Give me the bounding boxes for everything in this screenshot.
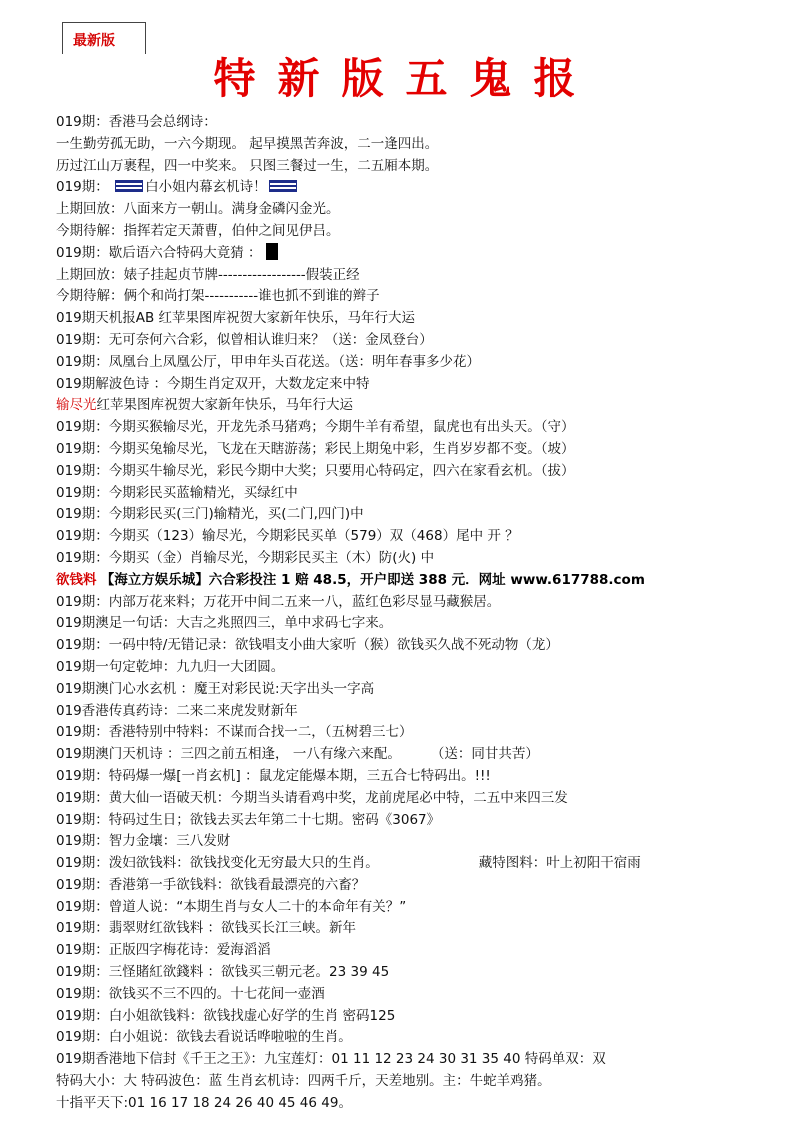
text-line-note: 藏特图料：叶上初阳干宿雨: [478, 855, 641, 872]
text-line: 019期：香港马会总纲诗：: [56, 114, 217, 130]
text-line-body: 019期：泼妇欲钱料：欲钱找变化无穷最大只的生肖。: [56, 855, 379, 872]
text-line: 上期回放：婊子挂起贞节牌------------------假装正经: [56, 266, 360, 283]
text-line: 019期：内部万花来料；万花开中间二五来一八，蓝红色彩尽显马藏猴居。: [56, 593, 501, 610]
text-line-body: 019期澳门天机诗 ：三四之前五相逢， 一八有缘六来配。: [56, 746, 401, 763]
text-line: 019期：无可奈何六合彩，似曾相认谁归来？（送：金凤登台）: [56, 331, 433, 348]
section-label: 欲钱料: [56, 571, 97, 588]
text-line: 019期：白小姐说：欲钱去看说话哗啦啦的生肖。: [56, 1029, 352, 1046]
text-line: 019期：香港特别中特料：不谋而合找一二，（五树碧三七）: [56, 724, 413, 741]
text-line: 019期：正版四字梅花诗：爱海滔滔: [56, 942, 271, 959]
text-line: [56, 243, 776, 265]
flag-icon: [269, 180, 297, 192]
text-line: 019香港传真药诗：二来二来虎发财新年: [56, 702, 298, 719]
text-line: 019期：智力金壤：三八发财: [56, 833, 231, 850]
text-line: 019期：黄大仙一语破天机：今期当头请看鸡中奖，龙前虎尾必中特，二五中来四三发: [56, 789, 568, 806]
text-line-body: 白小姐内幕玄机诗！: [145, 179, 267, 196]
text-line: 019期：曾道人说：“本期生肖与女人二十的本命年有关？”: [56, 898, 407, 915]
text-line: 019期：今期买猴输尽光，开龙先杀马猪鸡；今期牛羊有希望，鼠虎也有出头天。（守）: [56, 419, 575, 436]
text-line: 019期：香港第一手欲钱料：欲钱看最漂亮的六畜？: [56, 876, 366, 893]
page-title: 特新版五鬼报: [213, 54, 598, 103]
text-line: 019期：今期彩民买蓝输精光，买绿红中: [56, 484, 298, 501]
text-line: [56, 395, 776, 417]
text-line: 今期待解：指挥若定天萧曹，伯仲之间见伊吕。: [56, 222, 340, 239]
text-line: 019期：今期买牛输尽光，彩民今期中大奖；只要用心特码定，四六在家看玄机。（拔）: [56, 462, 575, 479]
edition-badge-label: 最新版: [73, 33, 115, 49]
text-line: [56, 177, 776, 199]
text-line: 上期回放：八面来方一朝山。满身金磷闪金光。: [56, 201, 340, 218]
text-line: 019期：凤凰台上凤凰公厅，甲申年头百花送。（送：明年春事多少花）: [56, 353, 481, 370]
text-line: 特码大小：大 特码波色：蓝 生肖玄机诗：四两千斤，天差地别。主：牛蛇羊鸡猪。: [56, 1073, 551, 1090]
text-line: 019期解波色诗 ：今期生肖定双开，大数龙定来中特: [56, 375, 370, 392]
content-lines: [56, 112, 776, 1115]
text-line: 历过江山万裹程，四一中奖来。 只图三餐过一生，二五厢本期。: [56, 157, 439, 174]
text-line: 019期：特码爆一爆[一肖玄机] ：鼠龙定能爆本期，三五合七特码出。!!!: [56, 767, 491, 784]
text-line: 019期：一码中特/无错记录：欲钱唱支小曲大家听（猴）欲钱买久战不死动物（龙）: [56, 637, 559, 654]
text-line: 今期待解：俩个和尚打架-----------谁也抓不到谁的辫子: [56, 288, 380, 305]
text-line: [56, 744, 776, 766]
text-line: 019期：三怪賭紅欲錢料 ：欲钱买三朝元老。23 39 45: [56, 964, 390, 981]
text-line: [56, 570, 776, 592]
text-line: 019期：今期买（金）肖输尽光，今期彩民买主（木）防(火) 中: [56, 549, 435, 566]
text-line: 019期：今期买兔输尽光，飞龙在天瞎游荡；彩民上期兔中彩，生肖岁岁都不变。（坡）: [56, 440, 575, 457]
cursor-block-icon: [266, 243, 278, 260]
text-line-prefix: 019期：: [56, 179, 109, 196]
text-line: 019期天机报AB 红苹果图库祝贺大家新年快乐，马年行大运: [56, 310, 416, 327]
section-label: 输尽光: [56, 397, 97, 414]
text-line: 十指平天下:01 16 17 18 24 26 40 45 46 49。: [56, 1094, 352, 1111]
advert-text: 【海立方娱乐城】六合彩投注 1 赔 48.5，开户即送 388 元．网址 www.617788.com: [100, 571, 645, 588]
text-line: 019期：翡翠财红欲钱料 ：欲钱买长江三峡。新年: [56, 920, 357, 937]
text-line: 019期：今期彩民买(三门)输精光，买(二门,四门)中: [56, 506, 364, 523]
text-line: 019期澳足一句话：大吉之兆照四三，单中求码七字来。: [56, 615, 393, 632]
text-line: 019期：今期买（123）输尽光，今期彩民买单（579）双（468）尾中 开 ？: [56, 528, 519, 545]
text-line: 019期：欲钱买不三不四的。十七花间一壶酒: [56, 985, 325, 1002]
flag-icon: [115, 180, 143, 192]
text-line: 019期：特码过生日；欲钱去买去年第二十七期。密码《3067》: [56, 811, 441, 828]
text-line: 一生勤劳孤无助，一六今期现。 起早摸黑苦奔波，二一逢四出。: [56, 135, 439, 152]
text-line-note: （送：同甘共苦）: [430, 746, 539, 763]
text-line: 019期：白小姐欲钱料：欲钱找虚心好学的生肖 密码125: [56, 1007, 396, 1024]
text-line: 019期一句定乾坤：九九归一大团圆。: [56, 658, 285, 675]
text-line: 019期澳门心水玄机 ：魔王对彩民说:天字出头一字高: [56, 680, 375, 697]
text-line-body: 红苹果图库祝贺大家新年快乐，马年行大运: [96, 397, 353, 414]
text-line-body: 019期：歇后语六合特码大竟猜 ：: [56, 244, 262, 261]
text-line: [56, 853, 776, 875]
text-line: 019期香港地下信封《千王之王》：九宝莲灯：01 11 12 23 24 30 31 35 40 特码单双：双: [56, 1051, 606, 1068]
